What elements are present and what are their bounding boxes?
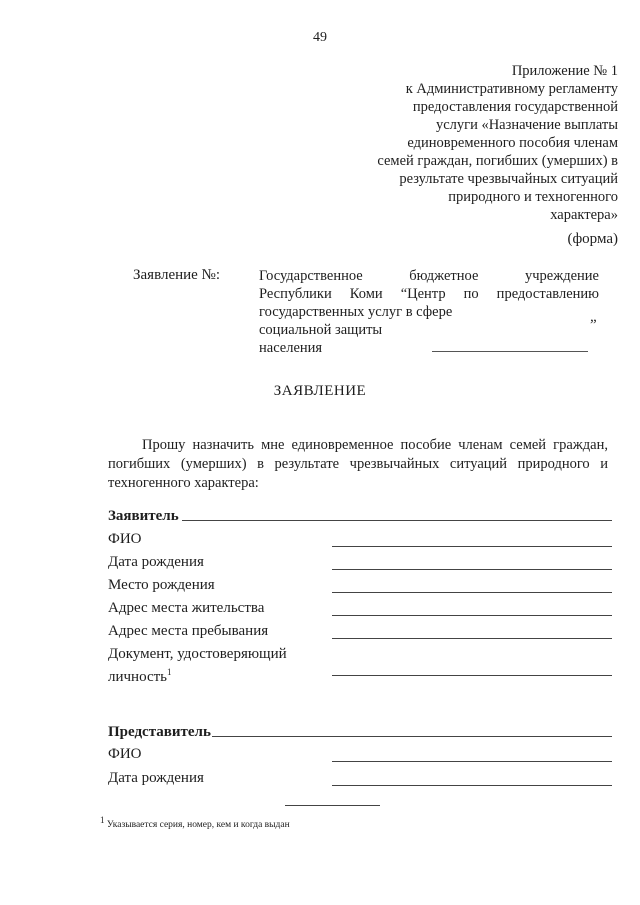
footnote-number: 1 [100, 815, 105, 825]
document-title: ЗАЯВЛЕНИЕ [273, 383, 367, 399]
annex-line: результате чрезвычайных ситуаций [399, 171, 618, 187]
footnote-reference: 1 [167, 667, 172, 677]
footnote-text: Указывается серия, номер, кем и когда выдан [106, 820, 290, 831]
annex-line: природного и техногенного [448, 189, 618, 205]
addressee-line: населения [259, 340, 323, 356]
representative-birth-date-label: Дата рождения [108, 770, 204, 786]
addressee-line: Республики Коми “Центр по предоставлению [259, 286, 599, 302]
addressee-line: Государственное бюджетное учреждение [259, 268, 599, 284]
identity-document-label-line2: личность [108, 669, 168, 685]
applicant-birth-place-line[interactable] [332, 592, 612, 593]
representative-full-name-line[interactable] [332, 761, 612, 762]
footnote [100, 815, 290, 830]
request-line: Прошу назначить мне единовременное пособие членам семей граждан, [142, 437, 608, 453]
annex-line: предоставления государственной [412, 99, 618, 115]
representative-heading: Представитель [108, 724, 211, 740]
representative-full-name-label: ФИО [108, 746, 142, 762]
page-number: 49 [313, 30, 327, 45]
applicant-stay-address-label: Адрес места пребывания [108, 623, 269, 639]
application-number-label: Заявление №: [133, 267, 221, 283]
applicant-identity-document-line[interactable] [332, 675, 612, 676]
annex-line: характера» [550, 207, 618, 223]
form-label: (форма) [567, 231, 618, 247]
closing-quote: ” [590, 317, 597, 333]
annex-line: единовременного пособия членам [407, 135, 618, 151]
addressee-block [259, 267, 599, 357]
applicant-heading-rule [182, 520, 612, 521]
addressee-line: социальной защиты [259, 322, 383, 338]
applicant-full-name-label: ФИО [108, 531, 142, 547]
representative-heading-rule [212, 736, 612, 737]
addressee-fill-line[interactable] [432, 351, 588, 352]
request-line: техногенного характера: [108, 475, 259, 491]
applicant-birth-place-label: Место рождения [108, 577, 215, 593]
annex-line: к Административному регламенту [405, 81, 618, 97]
addressee-line: государственных услуг в сфере [259, 304, 453, 320]
footnote-rule [285, 805, 380, 806]
applicant-stay-address-line[interactable] [332, 638, 612, 639]
applicant-residence-address-line[interactable] [332, 615, 612, 616]
applicant-identity-document-label [108, 645, 287, 686]
applicant-residence-address-label: Адрес места жительства [108, 600, 265, 616]
representative-birth-date-line[interactable] [332, 785, 612, 786]
annex-line: Приложение № 1 [511, 63, 618, 79]
request-line: погибших (умерших) в результате чрезвычайных ситуаций природного и [108, 456, 608, 472]
applicant-birth-date-line[interactable] [332, 569, 612, 570]
applicant-full-name-line[interactable] [332, 546, 612, 547]
annex-block [318, 62, 618, 224]
request-paragraph [108, 436, 608, 493]
identity-document-label-line1: Документ, удостоверяющий [108, 646, 287, 662]
applicant-heading: Заявитель [108, 508, 179, 524]
annex-line: семей граждан, погибших (умерших) в [377, 153, 618, 169]
annex-line: услуги «Назначение выплаты [435, 117, 618, 133]
applicant-birth-date-label: Дата рождения [108, 554, 204, 570]
